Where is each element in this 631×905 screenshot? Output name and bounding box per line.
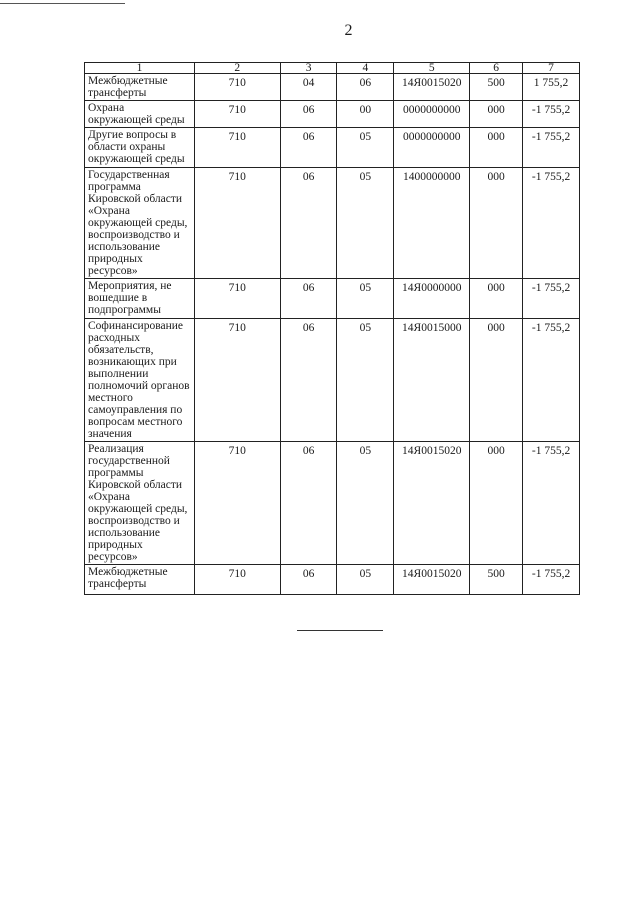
cell-col5: 14Я0015020 (394, 565, 470, 595)
row-name: Охрана окружающей среды (85, 101, 195, 128)
cell-col3: 06 (280, 168, 337, 279)
cell-col6: 000 (470, 168, 523, 279)
cell-col2: 710 (194, 128, 280, 168)
table-row (85, 74, 580, 101)
header-cell: 6 (470, 63, 523, 74)
cell-col5: 0000000000 (394, 128, 470, 168)
cell-col2: 710 (194, 319, 280, 442)
cell-col6: 000 (470, 101, 523, 128)
table-row (85, 319, 580, 442)
row-name: Софинансирование расходных обязательств, возникающих при выполнении полномочий органов местного самоуправления по вопросам местного значения (85, 319, 195, 442)
header-cell: 4 (337, 63, 394, 74)
header-cell: 2 (194, 63, 280, 74)
cell-col6: 000 (470, 279, 523, 319)
cell-col3: 06 (280, 442, 337, 565)
cell-col3: 06 (280, 319, 337, 442)
row-name: Межбюджетные трансферты (85, 74, 195, 101)
cell-col7: -1 755,2 (523, 128, 580, 168)
cell-col5: 0000000000 (394, 101, 470, 128)
cell-col5: 14Я0015020 (394, 442, 470, 565)
header-cell: 1 (85, 63, 195, 74)
cell-col4: 05 (337, 168, 394, 279)
cell-col7: -1 755,2 (523, 279, 580, 319)
row-name: Другие вопросы в области охраны окружающей среды (85, 128, 195, 168)
cell-col2: 710 (194, 101, 280, 128)
cell-col4: 05 (337, 279, 394, 319)
table-row (85, 128, 580, 168)
header-cell: 7 (523, 63, 580, 74)
row-name: Межбюджетные трансферты (85, 565, 195, 595)
cell-col5: 14Я0000000 (394, 279, 470, 319)
cell-col5: 14Я0015000 (394, 319, 470, 442)
cell-col6: 500 (470, 74, 523, 101)
cell-col5: 1400000000 (394, 168, 470, 279)
cell-col7: -1 755,2 (523, 168, 580, 279)
cell-col6: 000 (470, 128, 523, 168)
cell-col3: 06 (280, 565, 337, 595)
cell-col4: 00 (337, 101, 394, 128)
cell-col6: 000 (470, 319, 523, 442)
top-rule (0, 3, 125, 4)
cell-col7: 1 755,2 (523, 74, 580, 101)
cell-col4: 05 (337, 319, 394, 442)
cell-col4: 06 (337, 74, 394, 101)
cell-col7: -1 755,2 (523, 319, 580, 442)
cell-col3: 06 (280, 279, 337, 319)
cell-col2: 710 (194, 442, 280, 565)
table-header-row (85, 63, 580, 74)
budget-table (84, 62, 580, 595)
cell-col6: 500 (470, 565, 523, 595)
table-row (85, 168, 580, 279)
table-row (85, 565, 580, 595)
page-number: 2 (344, 22, 353, 39)
table-row (85, 279, 580, 319)
cell-col7: -1 755,2 (523, 565, 580, 595)
cell-col4: 05 (337, 128, 394, 168)
cell-col6: 000 (470, 442, 523, 565)
cell-col2: 710 (194, 168, 280, 279)
cell-col4: 05 (337, 442, 394, 565)
header-cell: 3 (280, 63, 337, 74)
end-of-document-rule (297, 630, 383, 631)
cell-col5: 14Я0015020 (394, 74, 470, 101)
cell-col3: 06 (280, 101, 337, 128)
row-name: Реализация государственной программы Кировской области «Охрана окружающей среды, воспроизводство и использование природных ресурсов» (85, 442, 195, 565)
cell-col2: 710 (194, 74, 280, 101)
cell-col2: 710 (194, 279, 280, 319)
cell-col4: 05 (337, 565, 394, 595)
table-row (85, 442, 580, 565)
row-name: Мероприятия, не вошедшие в подпрограммы (85, 279, 195, 319)
header-cell: 5 (394, 63, 470, 74)
cell-col3: 04 (280, 74, 337, 101)
cell-col3: 06 (280, 128, 337, 168)
cell-col7: -1 755,2 (523, 101, 580, 128)
table-row (85, 101, 580, 128)
row-name: Государственная программа Кировской области «Охрана окружающей среды, воспроизводство и использование природных ресурсов» (85, 168, 195, 279)
cell-col7: -1 755,2 (523, 442, 580, 565)
cell-col2: 710 (194, 565, 280, 595)
